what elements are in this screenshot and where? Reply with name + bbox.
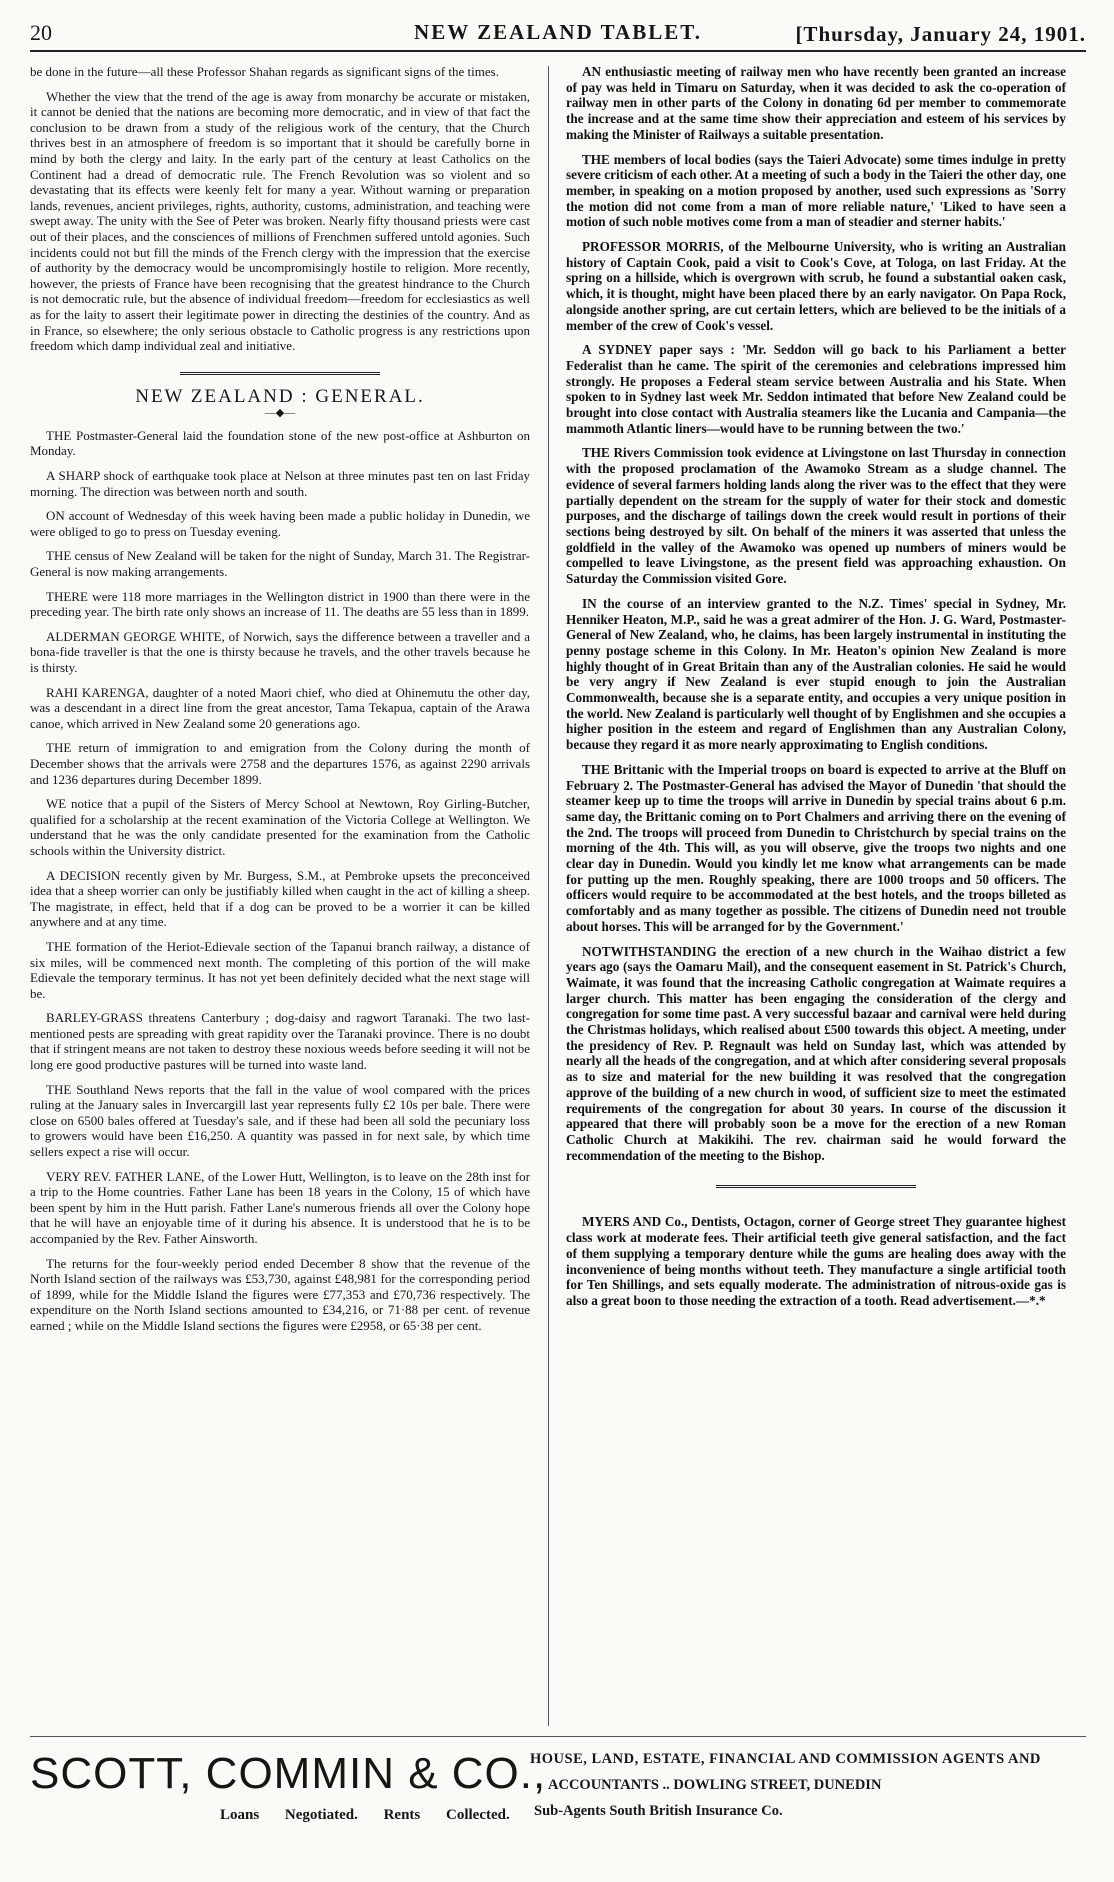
footer-advert xyxy=(30,1736,1086,1857)
news-item: AN enthusiastic meeting of railway men who have recently been granted an increase of pay was held in Timaru on Saturday, when it was decided to ask the co-operation of railway men in other parts of the Colony in donating 6d per member to commemorate the increase and at the same time show their appreciation and esteem of his services by making the Minister of Railways a suitable presentation. xyxy=(566,64,1066,142)
news-item: A DECISION recently given by Mr. Burgess, S.M., at Pembroke upsets the preconceived idea that a sheep worrier can only be justifiably killed when caught in the act of killing a sheep. The magistrate, in effect, held that if a dog can be proved to be a worrier it can be killed anywhere and at any time. xyxy=(30,867,530,930)
news-item: THE Southland News reports that the fall in the value of wool compared with the prices ruling at the January sales in Invercargill last year represents fully £2 10s per bale. There were close on 6500 bales offered at Tuesday's sale, and if these had been all sold the pecuniary loss to growers would have been £16,250. A quantity was passed in for next sale, by which time sellers expect a rise will occur. xyxy=(30,1081,530,1160)
news-item: A SYDNEY paper says : 'Mr. Seddon will go back to his Parliament a better Federalist than he came. The spirit of the ceremonies and celebrations impressed him strongly. He proposes a Federal steam service between Australia and his State. When spoken to in Sydney last week Mr. Seddon intimated that before New Zealand could be brought into close contact with Australia steamers like the Lucania and Campania—the mammoth Atlantic liners—would have to be running between the two.' xyxy=(566,342,1066,436)
news-item: NOTWITHSTANDING the erection of a new church in the Waihao district a few years ago (says the Oamaru Mail), and the consequent easement in St. Patrick's Church, Waimate, it was found that the increasing Catholic congregation at Waimate requires a larger church. This matter has been engaging the consideration of the clergy and congregation for some time past. A very successful bazaar and carnival were held during the Christmas holidays, which realised about £500 towards this object. A meeting, under the presidency of Rev. P. Regnault was held on Sunday last, which was attended by nearly all the heads of the congregation, and at which after considering several proposals as to size and material for the new building it was resolved that the congregation approve of the building of a new church in wood, of sufficient size to meet the estimated requirements of the congregation for about 30 years. In course of the discussion it appeared that there will probably soon be a move for the erection of a new Roman Catholic Church at Makikihi. The rev. chairman said he would forward the recommendation of the meeting to the Bishop. xyxy=(566,943,1066,1163)
company-name: SCOTT, COMMIN & CO., xyxy=(30,1749,547,1798)
news-item: THERE were 118 more marriages in the Wellington district in 1900 than there were in the preceding year. The birth rate only shows an increase of 11. The deaths are 55 less than in 1899. xyxy=(30,588,530,620)
section-title: NEW ZEALAND : GENERAL. xyxy=(135,385,425,407)
news-item: A SHARP shock of earthquake took place at Nelson at three minutes past ten on last Friday morning. The direction was between north and south. xyxy=(30,468,530,499)
column-divider xyxy=(548,66,549,1726)
news-item: THE return of immigration to and emigration from the Colony during the month of December shows that the arrivals were 2758 and the departures 1576, as against 2290 arrivals and 1236 departures during December 1899. xyxy=(30,740,530,787)
news-item: THE Rivers Commission took evidence at Livingstone on last Thursday in connection with the proposed proclamation of the Awamoko Stream as a sludge channel. The evidence of several farmers holding lands along the river was to the effect that they were partially dependent on the stream for the supply of water for their stock and domestic purposes, and the discharge of tailings down the creek would result in portions of their sections being destroyed by silt. On behalf of the miners it was asserted that unless the goldfield in the valley of the Awamoko was opened up numbers of miners would be compelled to leave Livingstone, as the present field was approaching exhaustion. On Saturday the Commission visited Gore. xyxy=(566,445,1066,587)
section-header xyxy=(30,372,530,422)
news-item: PROFESSOR MORRIS, of the Melbourne University, who is writing an Australian history of Captain Cook, paid a visit to Cook's Cove, at Tologa, on last Friday. At the spring on a hillside, which is overgrown with scrub, he found a substantial oaken cask, which, it is thought, might have been placed there by an early navigator. On Papa Rock, alongside another spring, are cut certain letters, which are believed to be the initials of a member of the crew of Cook's vessel. xyxy=(566,239,1066,333)
news-item: ON account of Wednesday of this week having been made a public holiday in Dunedin, we were obliged to go to press on Tuesday evening. xyxy=(30,508,530,539)
page-header xyxy=(30,18,1086,52)
page-number: 20 xyxy=(30,20,52,45)
right-column xyxy=(566,64,1066,1318)
news-item: THE members of local bodies (says the Taieri Advocate) some times indulge in pretty severe criticism of each other. At a meeting of such a body in the Taieri the other day, one member, in speaking on a motion proposed by another, used such expressions as 'Sorry the motion did not come from a man of more reliable nature,' 'Liked to have seen a motion of such noble motives come from a man of steadier and sterner habits.' xyxy=(566,151,1066,230)
company-services: Loans Negotiated. Rents Collected. xyxy=(220,1807,510,1823)
issue-date: [Thursday, January 24, 1901. xyxy=(795,22,1086,46)
left-column xyxy=(30,64,530,1343)
masthead: NEW ZEALAND TABLET. xyxy=(414,20,702,44)
news-item: THE Brittanic with the Imperial troops on board is expected to arrive at the Bluff on February 2. The Postmaster-General has advised the Mayor of Dunedin 'that should the steamer keep up to time the troops will arrive in Dunedin by special trains about 6 p.m. same day, the Brittanic coming on to Port Chalmers and arriving there on the evening of the 2nd. The troops will proceed from Dunedin to Christchurch by special trains on the morning of the 4th. This will, as you will observe, give the troops two nights and one clear day in Dunedin. Would you kindly let me know what arrangements can be made for putting up the men. Roughly speaking, there are 1000 troops and 50 officers. The officers would require to be accommodated at the best hotels, and the troops billeted as comfortably and as many together as possible. The citizens of Dunedin need not trouble about horses. This will be arranged for by the Government.' xyxy=(566,761,1066,934)
section-ornament: —◆— xyxy=(264,407,296,420)
news-item: IN the course of an interview granted to the N.Z. Times' special in Sydney, Mr. Henniker Heaton, M.P., said he was a great admirer of the Hon. J. G. Ward, Postmaster-General of New Zealand, who, he claims, has been largely instrumental in instituting the penny postage scheme in this Colony. In Mr. Heaton's opinion New Zealand is more highly thought of in Great Britain than any of the Australian colonies. He said he would be very angry if New Zealand is ever stupid enough to join the Australian Commonwealth, because she is a separate entity, and occupies a very unique position in the world. New Zealand is particularly well thought of by Englishmen and she occupies a higher position in the esteem and regard of Englishmen than any Australian Colony, because they regard it as more nearly approximating to English conditions. xyxy=(566,595,1066,753)
section-rule xyxy=(180,372,380,375)
article-paragraph: be done in the future—all these Professor Shahan regards as significant signs of the times. xyxy=(30,64,499,79)
company-address-line: ACCOUNTANTS .. DOWLING STREET, DUNEDIN xyxy=(548,1777,882,1793)
news-item: VERY REV. FATHER LANE, of the Lower Hutt, Wellington, is to leave on the 28th inst for a trip to the Home countries. Father Lane has been 18 years in the Colony, 15 of which have been spent by him in the Hutt parish. Father Lane's numerous friends all over the Colony hope that he will have an enjoyable time of it during his absence. It is understood that he is to be accompanied by the Rev. Father Ainsworth. xyxy=(30,1168,530,1246)
article-paragraph: Whether the view that the trend of the age is away from monarchy be accurate or mistaken, it cannot be denied that the nations are becoming more democratic, and in view of that fact the conclusion to be drawn from a study of the religious work of the century, that the Church thrives best in an atmosphere of freedom is so important that it should be carefully borne in mind by both the clergy and laity. In the early part of the century at least Catholics on the Continent had a dread of democratic rule. The French Revolution was so violent and so devastating that its effects were keenly felt for many a year. Without warning or preparation lands, revenues, ancient privileges, rights, authority, customs, administration, and teaching were swept away. The unity with the See of Peter was broken. Nearly fifty thousand priests were cast out of their places, and the consciences of millions of Frenchmen suffered untold agonies. Such incidents could not but fill the minds of the French clergy with the impression that the exercise of authority by the democracy would be uncompromisingly hostile to religion. More recently, however, the priests of France have been recognising that the greatest hindrance to the Church is not democratic rule, but the absence of individual freedom—freedom for ecclesiastics as well as for the laity to assert their legitimate power in directing the destinies of the country. And as in France, so elsewhere; the only serious obstacle to Catholic progress is any restrictions upon freedom which damp individual zeal and initiative. xyxy=(30,88,530,354)
news-item: ALDERMAN GEORGE WHITE, of Norwich, says the difference between a traveller and a bona-fide traveller is that the one is thirsty because he travels, and the other travels because he is thirsty. xyxy=(30,628,530,675)
news-item: BARLEY-GRASS threatens Canterbury ; dog-daisy and ragwort Taranaki. The two last-mentioned pests are spreading with great rapidity over the Taranaki province. There is no doubt that if stringent means are not taken to destroy these noxious weeds before seeding it will not be long ere good productive pastures will be turned into waste land. xyxy=(30,1010,531,1073)
news-item: The returns for the four-weekly period ended December 8 show that the revenue of the North Island section of the railways was £53,730, against £48,981 for the corresponding period of 1899, while for the Middle Island the figures were £77,353 and £70,736 respectively. The expenditure on the North Island sections amounted to £34,216, or 71·88 per cent. of revenue earned ; while on the Middle Island sections the figures were £2958, or 65·38 per cent. xyxy=(30,1255,530,1333)
news-item: THE formation of the Heriot-Edievale section of the Tapanui branch railway, a distance of six miles, will be commenced next month. The completing of this portion of the will make Edievale the temporary terminus. It has not yet been definitely decided what the next stage will be. xyxy=(30,938,530,1001)
news-item: RAHI KARENGA, daughter of a noted Maori chief, who died at Ohinemutu the other day, was a descendant in a direct line from the great ancestor, Tama Tekapua, captain of the Arawa canoe, which arrived in New Zealand some 20 generations ago. xyxy=(30,684,530,731)
news-item: WE notice that a pupil of the Sisters of Mercy School at Newtown, Roy Girling-Butcher, qualified for a scholarship at the recent examination of the Victoria College at Wellington. We understand that he was the only candidate presented for the examination from the Catholic schools within the University district. xyxy=(30,796,530,858)
separator-rule xyxy=(716,1185,916,1188)
company-business-line: HOUSE, LAND, ESTATE, FINANCIAL AND COMMISSION AGENTS AND xyxy=(530,1751,1041,1767)
dentist-advert: MYERS AND Co., Dentists, Octagon, corner of George street They guarantee highest class work at moderate fees. Their artificial teeth give general satisfaction, and the fact of them supplying a temporary denture while the gums are healing does away with the inconvenience of being months without teeth. They manufacture a single artificial tooth for Ten Shillings, and sets equally moderate. The administration of nitrous-oxide gas is also a great boon to those needing the extraction of a tooth. Read advertisement.—*.* xyxy=(566,1214,1066,1308)
news-item: THE census of New Zealand will be taken for the night of Sunday, March 31. The Registrar-General is now making arrangements. xyxy=(30,548,530,580)
news-item: THE Postmaster-General laid the foundation stone of the new post-office at Ashburton on Monday. xyxy=(30,427,530,459)
company-insurance-line: Sub-Agents South British Insurance Co. xyxy=(534,1803,783,1819)
